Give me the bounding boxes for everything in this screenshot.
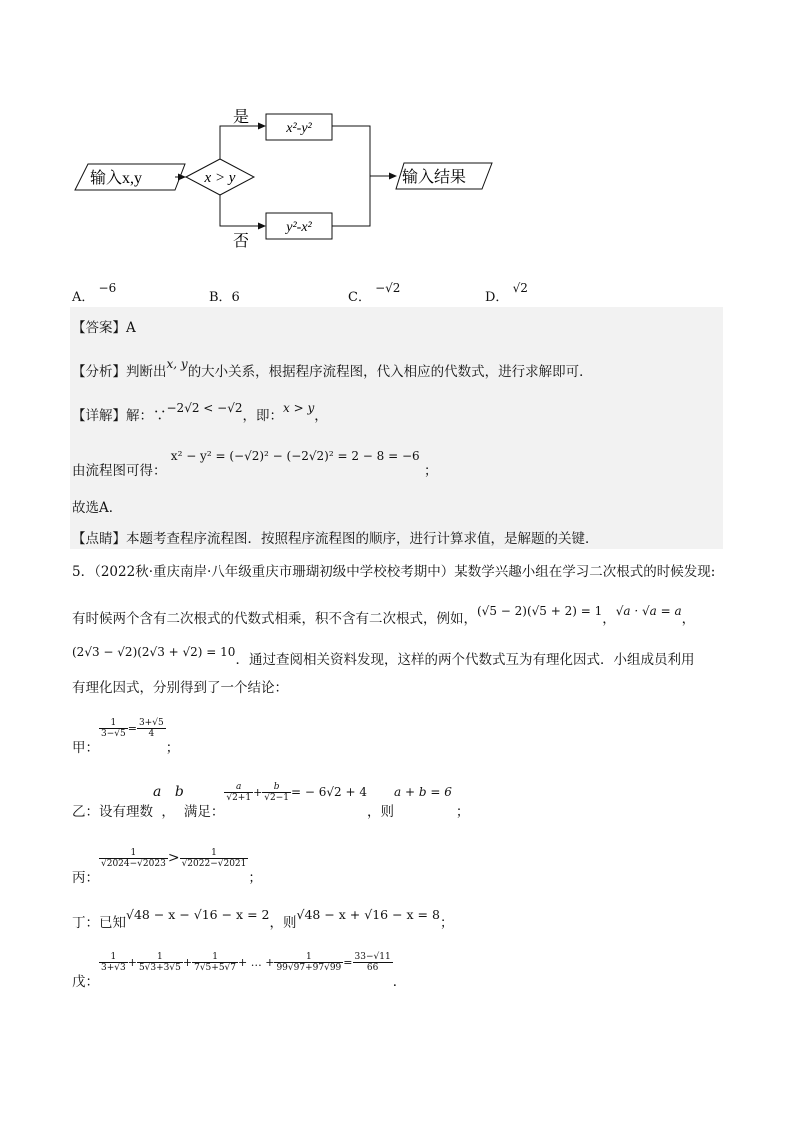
q5-line2-end: ， (681, 611, 696, 627)
yi-den-2: √2−1 (264, 793, 290, 803)
detail-xy: x > y (283, 401, 315, 415)
wu-frac-5 (353, 952, 393, 973)
yes-label: 是 (233, 109, 250, 126)
detail-pre: 解：∵ (126, 408, 167, 424)
q5-line2-pre: 有时候两个含有二次根式的代数式相乘，积不含有二次根式，例如， (72, 611, 477, 627)
analysis-pre: 判断出 (126, 364, 167, 380)
comment-tag: 【点睛】 (72, 531, 126, 547)
bing-label: 丙： (72, 870, 99, 886)
yi-then: ，则 (367, 804, 394, 820)
wu-plus-1: + (127, 956, 137, 969)
answer-line: 【答案】A (72, 320, 136, 336)
flow-eq-pre: 由流程图可得： (72, 463, 167, 479)
yi-rhs: = − 6√2 + 4 (291, 785, 367, 799)
yi-num-2: b (262, 782, 291, 793)
ding-given: √48 − x − √16 − x = 2 (126, 907, 270, 922)
wu-label: 戊： (72, 974, 99, 990)
answer-block (70, 307, 723, 549)
option-d-letter: D． (485, 290, 509, 305)
comment-text: 本题考查程序流程图．按照程序流程图的顺序，进行计算求值，是解题的关键． (126, 531, 599, 547)
no-box-label: y²-x² (286, 220, 312, 235)
option-b (209, 286, 240, 305)
yi-result: a + b = 6 (394, 785, 452, 799)
statement-ding (72, 903, 454, 931)
analysis-tag: 【分析】 (72, 364, 126, 380)
bing-den-1: √2024−√2023 (101, 859, 166, 869)
statement-yi (72, 780, 470, 820)
yi-pre: 乙：设有理数 (72, 804, 153, 820)
comment-line (72, 527, 599, 547)
wu-num-4: 1 (274, 952, 343, 963)
wu-num-1: 1 (99, 952, 128, 963)
wu-dots: + … + (238, 956, 275, 969)
jia-num-2: 3+√5 (138, 718, 164, 728)
option-c-value: −√2 (375, 281, 401, 295)
condition-label: x > y (204, 170, 236, 186)
wu-num-2: 1 (137, 952, 183, 963)
yi-den-1: √2+1 (226, 793, 252, 803)
ding-end: ； (439, 915, 454, 931)
bing-num-2: 1 (180, 848, 249, 859)
wu-frac-3 (192, 952, 238, 973)
detail-line (72, 401, 328, 424)
wu-frac-1 (99, 952, 128, 973)
ding-pre: 丁：已知 (72, 915, 126, 931)
yi-end: ； (455, 804, 470, 820)
bing-num-1: 1 (99, 848, 168, 859)
jia-den-1: 3−√5 (101, 729, 126, 739)
analysis-post: 的大小关系，根据程序流程图，代入相应的代数式，进行求解即可． (187, 364, 593, 380)
yi-satisfy: 满足： (183, 804, 225, 820)
option-d (485, 281, 528, 305)
detail-end: ， (314, 408, 328, 424)
input-label: 输入x,y (90, 170, 143, 187)
choose-line: 故选A． (72, 500, 123, 516)
flow-eq-line (72, 449, 438, 479)
jia-label: 甲： (72, 740, 99, 756)
yi-comma: ， (161, 804, 175, 820)
statement-bing (72, 846, 262, 886)
wu-den-5: 66 (366, 963, 379, 973)
jia-frac-2 (137, 718, 166, 739)
q5-example-3: (2√3 − √2)(2√3 + √2) = 10 (72, 645, 236, 659)
wu-num-3: 1 (192, 952, 238, 963)
yi-num-1: a (224, 782, 253, 793)
wu-eq: = (343, 956, 353, 969)
option-a-letter: A． (72, 290, 95, 305)
wu-plus-2: + (182, 956, 193, 969)
jia-end: ； (165, 740, 180, 756)
yi-b: b (174, 784, 184, 800)
detail-tag: 【详解】 (72, 408, 126, 424)
q5-line4: 有理化因式，分别得到了一个结论： (72, 680, 288, 696)
wu-num-5: 33−√11 (354, 952, 391, 962)
statement-jia (72, 716, 180, 756)
q5-line3-post: ．通过查阅相关资料发现，这样的两个代数式互为有理化因式．小组成员利用 (235, 652, 695, 668)
wu-end: ． (392, 974, 407, 990)
statement-wu (72, 950, 407, 990)
option-c-letter: C． (348, 290, 371, 305)
yi-a: a (153, 784, 162, 800)
bing-den-2: √2022−√2021 (181, 859, 247, 869)
bing-gt: > (167, 850, 180, 866)
no-label: 否 (233, 233, 250, 250)
analysis-line (72, 357, 593, 380)
q5-line2-sep: ， (602, 611, 616, 627)
q5-line1: 5．（2022秋·重庆南岸·八年级重庆市珊瑚初级中学校校考期中）某数学兴趣小组在学习二次根式的时候发现: (72, 564, 716, 580)
yi-plus: + (253, 786, 263, 799)
detail-inequality: −2√2 < −√2 (166, 401, 243, 415)
option-a (72, 281, 117, 305)
bing-frac-1 (99, 848, 168, 869)
jia-den-2: 4 (148, 729, 155, 739)
flow-eq-end: ； (423, 463, 438, 479)
output-label: 输入结果 (402, 169, 467, 186)
ding-result: √48 − x + √16 − x = 8 (296, 907, 440, 922)
option-d-value: √2 (512, 281, 528, 295)
option-b-letter: B．6 (209, 290, 240, 305)
analysis-xy: x, y (166, 357, 188, 371)
wu-frac-2 (137, 952, 183, 973)
option-a-value: −6 (98, 281, 117, 295)
wu-frac-4 (274, 952, 343, 973)
jia-frac-1 (99, 718, 128, 739)
q5-example-1: (√5 − 2)(√5 + 2) = 1 (477, 604, 603, 618)
wu-den-3: 7√5+5√7 (194, 963, 237, 973)
bing-frac-2 (180, 848, 249, 869)
wu-den-2: 5√3+3√5 (138, 963, 181, 973)
wu-den-4: 99√97+97√99 (276, 963, 342, 973)
detail-mid: ，即： (242, 408, 283, 424)
flowchart-diagram (0, 0, 794, 260)
yi-frac-1 (224, 782, 253, 803)
yes-box-label: x²-y² (286, 121, 312, 136)
flow-eq: x² − y² = (−√2)² − (−2√2)² = 2 − 8 = −6 (170, 449, 420, 463)
yi-frac-2 (262, 782, 291, 803)
bing-end: ； (248, 870, 262, 886)
wu-den-1: 3+√3 (101, 963, 126, 973)
ding-then: ，则 (269, 915, 297, 931)
q5-line3 (72, 645, 695, 668)
option-c (348, 281, 401, 305)
jia-eq: = (127, 722, 137, 735)
q5-example-2: √a · √a = a (615, 604, 682, 618)
q5-line2 (72, 604, 696, 627)
jia-num-1: 1 (99, 718, 128, 729)
